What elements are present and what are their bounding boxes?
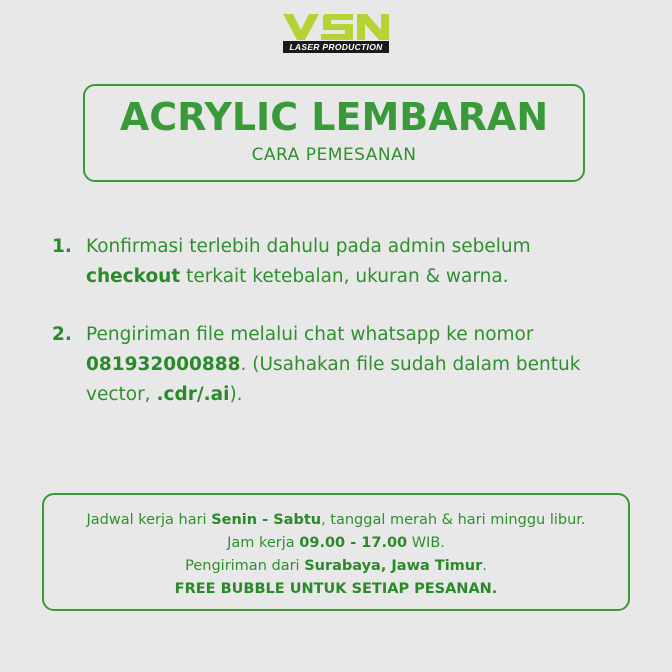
step-bold-text: checkout (86, 266, 181, 287)
info-bold-text: Surabaya, Jawa Timur (304, 558, 483, 574)
phone-number: 081932000888 (86, 354, 241, 375)
step-text: vector, (86, 384, 157, 405)
info-text: Jadwal kerja hari (86, 512, 212, 528)
info-bold-text: Senin - Sabtu (211, 512, 322, 528)
step-number: 1. (52, 236, 72, 257)
shipping-line (44, 555, 628, 578)
info-text: Pengiriman dari (185, 558, 305, 574)
steps-list (52, 232, 652, 410)
step-text-line (86, 380, 652, 410)
info-text: , tanggal merah & hari minggu libur. (321, 512, 586, 528)
file-format-text: .cdr/.ai (156, 384, 230, 405)
step-text-line: Pengiriman file melalui chat whatsapp ke nomor (86, 324, 534, 345)
page-subtitle: CARA PEMESANAN (251, 145, 417, 165)
info-bold-text: 09.00 - 17.00 (299, 535, 408, 551)
step-item (52, 232, 652, 292)
info-text: WIB. (407, 535, 445, 551)
info-text: . (482, 558, 487, 574)
logo-tagline: LASER PRODUCTION (283, 41, 389, 53)
step-item (52, 320, 652, 410)
schedule-line (44, 509, 628, 532)
step-text-line: Konfirmasi terlebih dahulu pada admin sebelum (86, 236, 531, 257)
info-text: Jam kerja (227, 535, 300, 551)
step-number: 2. (52, 324, 72, 345)
step-text: terkait ketebalan, ukuran & warna. (180, 266, 509, 287)
hours-line (44, 532, 628, 555)
info-box (42, 493, 630, 611)
step-text-line (86, 262, 652, 292)
page-title: ACRYLIC LEMBARAN (119, 95, 549, 139)
step-text: . (Usahakan file sudah dalam bentuk (240, 354, 581, 375)
title-box (83, 84, 585, 182)
brand-logo (281, 12, 391, 54)
free-bubble-line: FREE BUBBLE UNTUK SETIAP PESANAN. (174, 581, 498, 597)
vsn-logo-icon (281, 12, 391, 42)
step-text: ). (229, 384, 243, 405)
step-text-line (86, 350, 652, 380)
